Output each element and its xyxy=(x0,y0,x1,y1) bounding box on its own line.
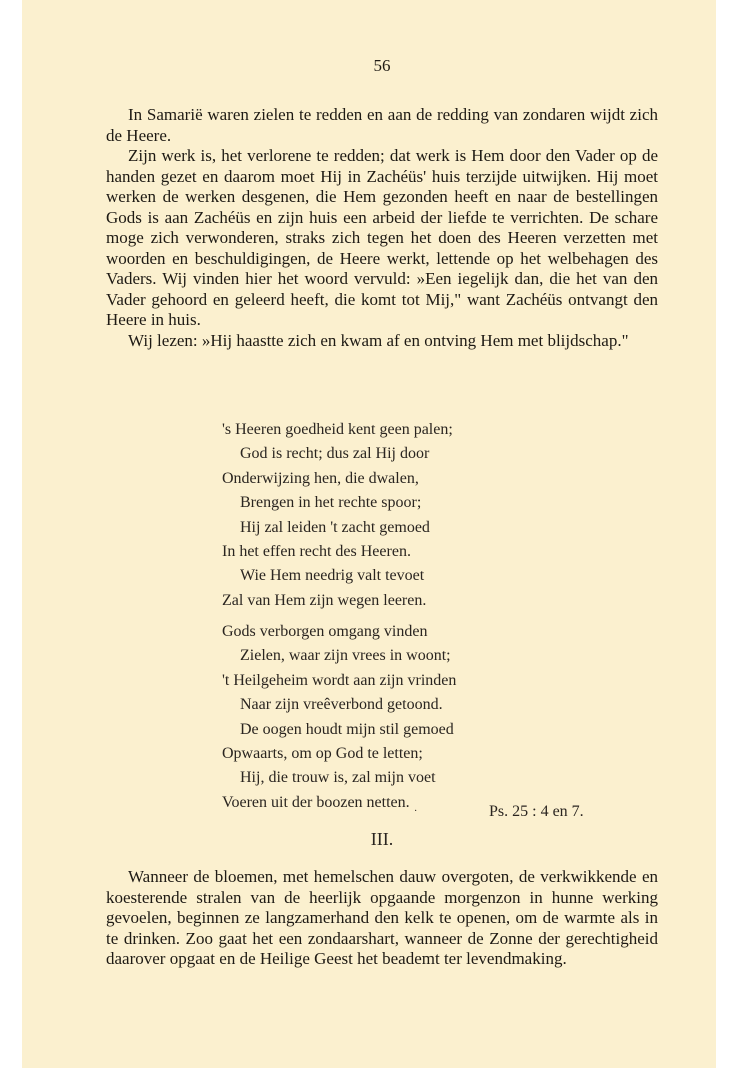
print-mark: · xyxy=(414,806,418,817)
psalm-reference: Ps. 25 : 4 en 7. xyxy=(489,803,584,820)
page-number: 56 xyxy=(373,56,391,75)
poem-line: Onderwijzing hen, die dwalen, xyxy=(222,469,419,487)
poem-line: 's Heeren goedheid kent geen palen; xyxy=(222,421,453,438)
poem-stanza-1 xyxy=(222,418,582,613)
opening-text xyxy=(106,105,658,351)
poem-line: Hij, die trouw is, zal mijn voet xyxy=(240,769,436,787)
poem-line: Zielen, waar zijn vrees in woont; xyxy=(240,647,451,665)
poem-stanza-2 xyxy=(222,620,582,815)
poem-line: Hij zal leiden 't zacht gemoed xyxy=(240,518,430,536)
poem-line: Naar zijn vreêverbond getoond. xyxy=(240,696,443,714)
poem-line: De oogen houdt mijn stil gemoed xyxy=(240,720,454,738)
paragraph: In Samarië waren zielen te redden en aan de redding van zondaren wijdt zich de Heere. xyxy=(106,105,658,145)
poem-line: Opwaarts, om op God te letten; xyxy=(222,745,423,763)
poem-line: Gods verborgen omgang vinden xyxy=(222,623,428,640)
paragraph: Wanneer de bloemen, met hemelschen dauw overgoten, de verkwikkende en koesterende stralen van de heerlijk opgaande morgenzon in hunne werking gevoelen, beginnen ze langzamerhand den kelk te openen, om de warmte als in te drinken. Zoo gaat het een zondaarshart, wanneer de Zonne der gerechtigheid daarover opgaat en de Heilige Geest het beademt ter levendmaking. xyxy=(106,867,658,968)
poem-line: Voeren uit der boozen netten. xyxy=(222,793,410,811)
poem-line: Brengen in het rechte spoor; xyxy=(240,494,422,512)
book-page xyxy=(22,0,716,1068)
poem-line: In het effen recht des Heeren. xyxy=(222,543,411,561)
section-heading: III. xyxy=(370,829,394,849)
poem-line: God is recht; dus zal Hij door xyxy=(240,445,430,463)
paragraph: Wij lezen: »Hij haastte zich en kwam af en ontving Hem met blijdschap." xyxy=(128,330,629,350)
section-text xyxy=(106,867,658,970)
poem-line: Zal van Hem zijn wegen leeren. xyxy=(222,591,427,609)
poem-line: Wie Hem needrig valt tevoet xyxy=(240,567,425,585)
paragraph: Zijn werk is, het verlorene te redden; dat werk is Hem door den Vader op de handen gezet en daarom moet Hij in Zachéüs' huis terzijde uitwijken. Hij moet werken de werken desgenen, die Hem gezonden heeft en naar de bestellingen Gods is aan Zachéüs en zijn huis een arbeid der liefde te verrichten. De schare moge zich verwonderen, straks zich tegen het doen des Heeren verzetten met woorden en beschuldigingen, de Heere werkt, lettende op het welbehagen des Vaders. Wij vinden hier het woord vervuld: »Een iegelijk dan, die het van den Vader gehoord en geleerd heeft, die komt tot Mij," want Zachéüs ontvangt den Heere in huis. xyxy=(106,146,658,329)
poem-line: 't Heilgeheim wordt aan zijn vrinden xyxy=(222,671,457,689)
